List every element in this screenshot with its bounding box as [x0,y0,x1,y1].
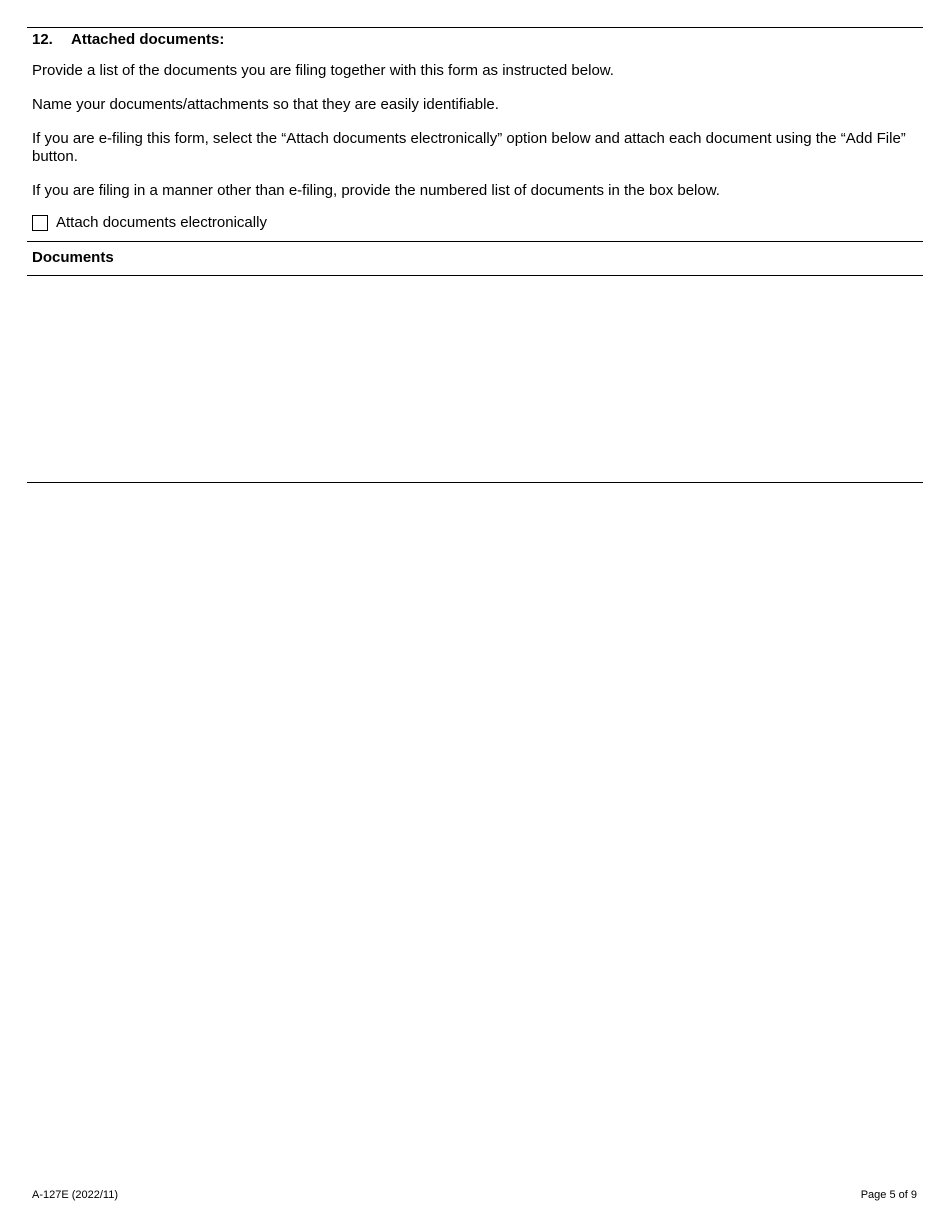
instruction-list-documents: Provide a list of the documents you are filing together with this form as instructed below. [32,62,614,79]
documents-bottom-rule [27,482,923,483]
section-title: Attached documents: [71,31,225,48]
instruction-other-filing: If you are filing in a manner other than e-filing, provide the numbered list of documents in the box below. [32,182,720,199]
page-number: Page 5 of 9 [860,1189,917,1201]
instruction-efiling: If you are e-filing this form, select the “Attach documents electronically” option below and attach each document using the “Add File” button. [32,130,906,165]
attach-electronically-option[interactable] [32,214,267,231]
checkbox-divider [27,241,923,242]
documents-textarea[interactable] [27,276,923,482]
attach-electronically-checkbox[interactable] [32,215,48,231]
top-rule [27,27,923,28]
attach-electronically-label: Attach documents electronically [56,214,267,231]
documents-label: Documents [32,249,114,266]
section-heading [32,31,224,48]
section-number: 12. [32,31,53,48]
instruction-name-documents: Name your documents/attachments so that they are easily identifiable. [32,96,499,113]
form-code: A-127E (2022/11) [32,1189,119,1201]
